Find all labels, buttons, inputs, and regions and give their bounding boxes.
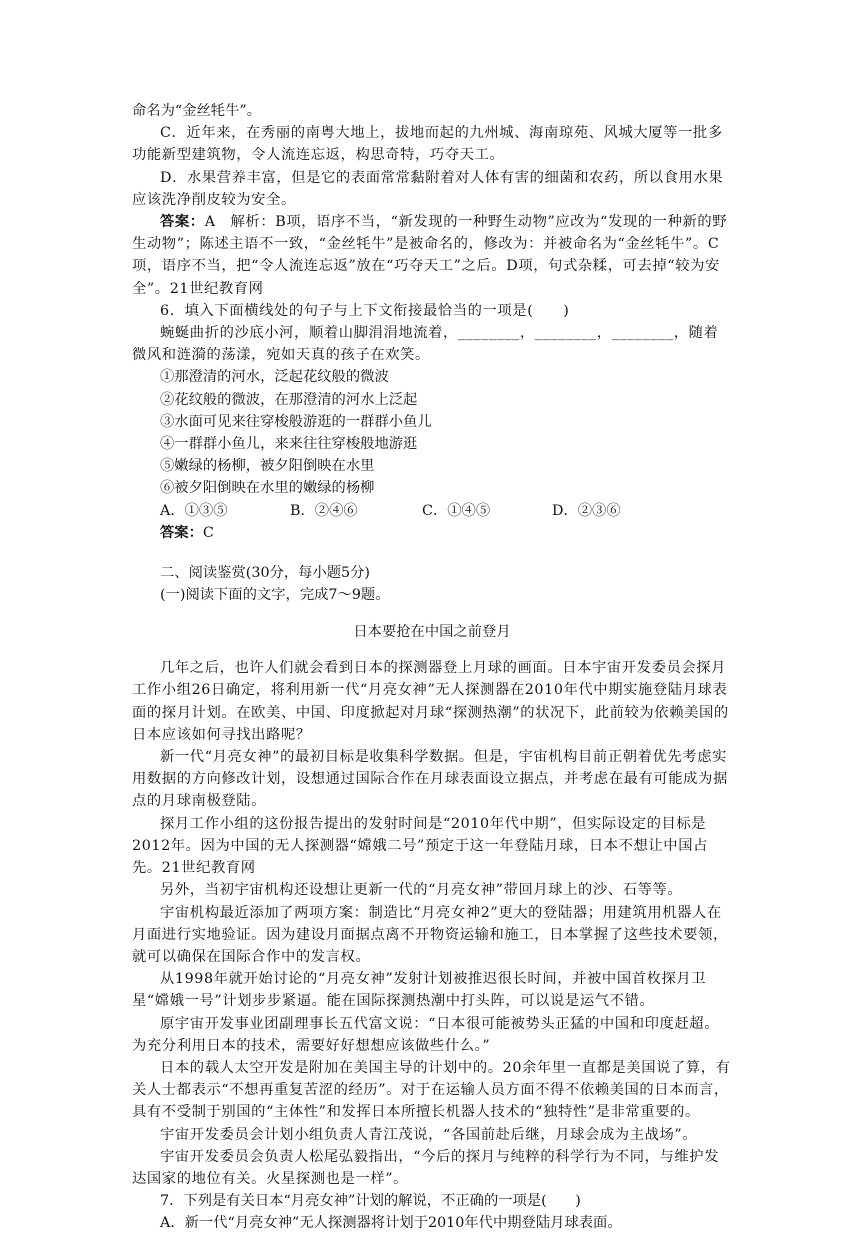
text-line: 命名为“金丝牦牛”。 xyxy=(132,103,261,119)
answer-text: C xyxy=(202,524,214,541)
q6-choices xyxy=(132,500,732,522)
article-paragraph: 宇宙机构最近添加了两项方案：制造比“月亮女神2”更大的登陆器；用建筑用机器人在月面进行实地验证。因为建设月面据点离不开物资运输和施工，日本掌握了这些技术要领，就可以确保在国际合作中的发言权。 xyxy=(132,904,728,965)
q6-item: ④一群群小鱼儿，来来往往穿梭般地游逛 xyxy=(160,436,418,453)
q5-answer xyxy=(132,211,732,300)
q6-item: ⑥被夕阳倒映在水里的嫩绿的杨柳 xyxy=(160,480,375,497)
article-paragraph: 另外，当初宇宙机构还设想让更新一代的“月亮女神”带回月球上的沙、石等等。 xyxy=(160,882,683,899)
answer-text: A 解析：B项，语序不当，“新发现的一种野生动物”应改为“发现的一种新的野生动物”；陈述主语不一致，“金丝牦牛”是被命名的，修改为：并被命名为“金丝牦牛”。C项，语序不当，把“令人流连忘返”放在“巧夺天工”之后。D项，句式杂糅，可去掉“较为安全”。21世纪教育网 xyxy=(132,214,728,297)
q6-item: ①那澄清的河水，泛起花纹般的微波 xyxy=(160,369,389,386)
document-page xyxy=(132,100,732,1235)
choice-c: C．①④⑤ xyxy=(422,502,491,519)
q5-option-d: D．水果营养丰富，但是它的表面常常黏附着对人体有害的细菌和农药，所以食用水果应该洗净削皮较为安全。 xyxy=(132,169,724,208)
article-paragraph: 日本的载人太空开发是附加在美国主导的计划中的。20余年里一直都是美国说了算，有关人士都表示“不想再重复苦涩的经历”。对于在运输人员方面不得不依赖美国的日本而言，具有不受制于别国的“主体性”和发挥日本所擅长机器人技术的“独特性”是非常重要的。 xyxy=(132,1059,731,1121)
q6-passage: 蜿蜒曲折的沙底小河，顺着山脚涓涓地流着，________，________，________，随着微风和涟漪的荡漾，宛如天真的孩子在欢笑。 xyxy=(132,325,719,364)
article-paragraph: 探月工作小组的这份报告提出的发射时间是“2010年代中期”，但实际设定的目标是2012年。因为中国的无人探测器“嫦娥二号”预定于这一年登陆月球，日本不想让中国占先。21世纪教育网 xyxy=(132,815,708,877)
q6-answer xyxy=(132,522,732,544)
q5-option-c: C．近年来，在秀丽的南粤大地上，拔地而起的九州城、海南琼苑、风城大厦等一批多功能新型建筑物，令人流连忘返，构思奇特，巧夺天工。 xyxy=(132,125,723,164)
article-paragraph: 宇宙开发委员会负责人松尾弘毅指出，“今后的探月与纯粹的科学行为不同，与维护发达国家的地位有关。火星探测也是一样”。 xyxy=(132,1148,720,1187)
article-paragraph: 几年之后，也许人们就会看到日本的探测器登上月球的画面。日本宇宙开发委员会探月工作小组26日确定，将利用新一代“月亮女神”无人探测器在2010年代中期实施登陆月球表面的探月计划。在欧美、中国、印度掀起对月球“探测热潮”的状况下，此前较为依赖美国的日本应该如何寻找出路呢？ xyxy=(132,660,729,743)
choice-b: B．②④⑥ xyxy=(290,502,358,519)
article-paragraph: 从1998年就开始讨论的“月亮女神”发射计划被推迟很长时间，并被中国首枚探月卫星“嫦娥一号”计划步步紧逼。能在国际探测热潮中打头阵，可以说是运气不错。 xyxy=(132,971,707,1010)
q6-stem: 6．填入下面横线处的句子与上下文衔接最恰当的一项是( ) xyxy=(160,302,570,319)
article-paragraph: 宇宙开发委员会计划小组负责人青江茂说，“各国前赴后继，月球会成为主战场”。 xyxy=(160,1126,698,1143)
q6-item: ②花纹般的微波，在那澄清的河水上泛起 xyxy=(160,391,418,408)
q7-option-a: A．新一代“月亮女神”无人探测器将计划于2010年代中期登陆月球表面。 xyxy=(160,1215,622,1232)
q7-stem: 7．下列是有关日本“月亮女神”计划的解说，不正确的一项是( ) xyxy=(160,1193,581,1210)
section-heading: 二、阅读鉴赏(30分，每小题5分) xyxy=(160,565,371,582)
answer-label: 答案： xyxy=(160,214,205,231)
article-paragraph: 新一代“月亮女神”的最初目标是收集科学数据。但是，宇宙机构目前正朝着优先考虑实用数据的方向修改计划，设想通过国际合作在月球表面设立据点，并考虑在最有可能成为据点的月球南极登陆。 xyxy=(132,749,728,810)
q6-item: ③水面可见来往穿梭般游逛的一群群小鱼儿 xyxy=(160,413,432,430)
choice-d: D．②③⑥ xyxy=(552,502,621,519)
answer-label: 答案： xyxy=(160,524,203,541)
article-title: 日本要抢在中国之前登月 xyxy=(353,623,511,640)
choice-a: A．①③⑤ xyxy=(160,502,228,519)
section-subheading: (一)阅读下面的文字，完成7～9题。 xyxy=(160,587,390,604)
q6-item: ⑤嫩绿的杨柳，被夕阳倒映在水里 xyxy=(160,458,375,475)
article-paragraph: 原宇宙开发事业团副理事长五代富文说：“日本很可能被势头正猛的中国和印度赶超。为充分利用日本的技术，需要好好想想应该做些什么。” xyxy=(132,1015,720,1054)
